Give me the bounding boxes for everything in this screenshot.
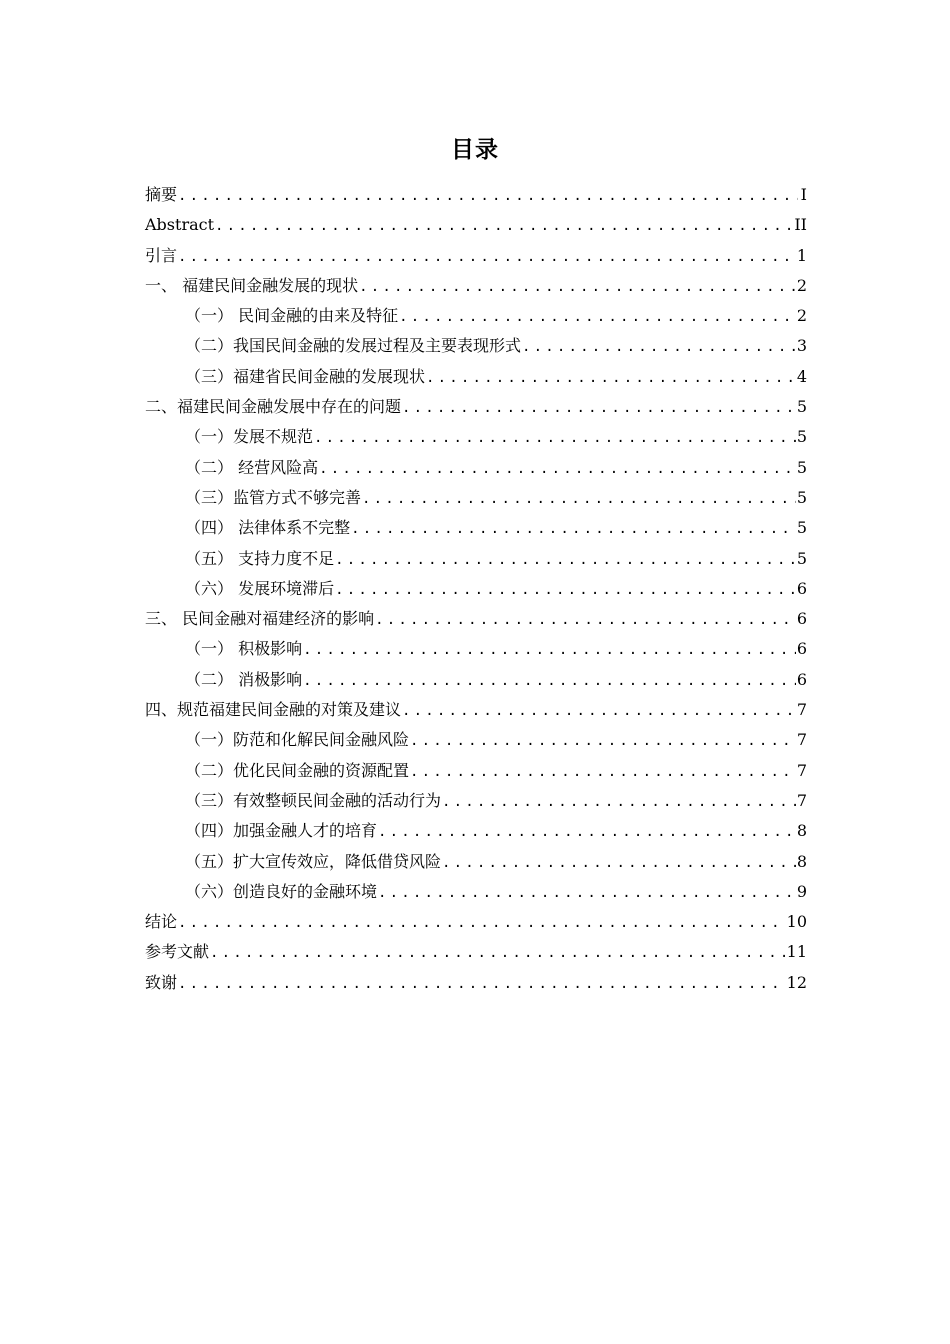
toc-entry-label: （二） 消极影响 [185, 669, 303, 689]
toc-dot-leader [335, 545, 796, 575]
toc-entry-label: （二）我国民间金融的发展过程及主要表现形式 [185, 336, 522, 356]
toc-entry-page-number: 1 [796, 245, 807, 265]
toc-entry[interactable] [145, 483, 807, 513]
toc-entry-page-number: 4 [796, 366, 807, 386]
toc-entry-label: （三）福建省民间金融的发展现状 [185, 366, 426, 386]
toc-entry[interactable] [145, 180, 807, 210]
toc-entry-page-number: 2 [796, 306, 807, 326]
toc-entry-page-number: 6 [796, 639, 807, 659]
toc-dot-leader [319, 454, 796, 484]
toc-entry-label: （一） 积极影响 [185, 639, 303, 659]
toc-entry-page-number: 6 [796, 669, 807, 689]
toc-dot-leader [210, 938, 786, 968]
toc-entry-label: （一）防范和化解民间金融风险 [185, 730, 410, 750]
toc-entry[interactable] [145, 665, 807, 695]
toc-entry[interactable] [145, 362, 807, 392]
toc-title: 目录 [451, 137, 499, 163]
toc-entry[interactable] [145, 392, 807, 422]
toc-entry-page-number: 9 [796, 881, 807, 901]
toc-entry-page-number: 10 [786, 912, 807, 932]
toc-dot-leader [178, 242, 796, 272]
toc-dot-leader [375, 605, 796, 635]
toc-entry[interactable] [145, 513, 807, 543]
toc-entry[interactable] [145, 634, 807, 664]
toc-entry-label: 结论 [145, 912, 178, 932]
toc-entry-page-number: II [794, 215, 807, 235]
toc-entry[interactable] [145, 968, 807, 998]
toc-entry-label: （一） 民间金融的由来及特征 [185, 306, 399, 326]
toc-dot-leader [378, 817, 796, 847]
toc-entry-label: （三）监管方式不够完善 [185, 487, 362, 507]
toc-entry-page-number: 5 [796, 457, 807, 477]
toc-entry[interactable] [145, 271, 807, 301]
toc-entry-label: 参考文献 [145, 942, 210, 962]
toc-entry[interactable] [145, 574, 807, 604]
toc-entry-page-number: 7 [796, 760, 807, 780]
toc-entry-page-number: 5 [796, 487, 807, 507]
toc-entry-page-number: 5 [796, 548, 807, 568]
toc-entry-label: （六） 发展环境滞后 [185, 578, 335, 598]
toc-dot-leader [378, 878, 796, 908]
toc-dot-leader [362, 484, 796, 514]
toc-entry-page-number: I [800, 185, 807, 204]
toc-entry[interactable] [145, 847, 807, 877]
toc-entry-label: （二） 经营风险高 [185, 457, 319, 477]
toc-entry-label: （二）优化民间金融的资源配置 [185, 760, 410, 780]
toc-entry[interactable] [145, 301, 807, 331]
toc-dot-leader [351, 514, 796, 544]
toc-entry[interactable] [145, 907, 807, 937]
toc-entry-label: 摘要 [145, 185, 178, 204]
toc-entry[interactable] [145, 756, 807, 786]
toc-dot-leader [335, 575, 796, 605]
toc-entry-label: Abstract [145, 215, 215, 235]
toc-dot-leader [215, 211, 793, 241]
toc-entry-label: 引言 [145, 245, 178, 265]
toc-entry-label: 三、 民间金融对福建经济的影响 [145, 609, 375, 629]
toc-entry[interactable] [145, 725, 807, 755]
toc-entry[interactable] [145, 604, 807, 634]
toc-dot-leader [442, 848, 796, 878]
toc-entry-page-number: 12 [786, 972, 807, 992]
toc-entry-label: （一）发展不规范 [185, 427, 314, 447]
toc-entry-page-number: 8 [796, 821, 807, 841]
toc-entry-label: 四、规范福建民间金融的对策及建议 [145, 700, 402, 720]
toc-dot-leader [314, 423, 796, 453]
toc-entry-label: （四）加强金融人才的培育 [185, 821, 378, 841]
toc-entry[interactable] [145, 210, 807, 240]
toc-dot-leader [442, 787, 796, 817]
toc-entry[interactable] [145, 331, 807, 361]
toc-dot-leader [178, 181, 798, 211]
toc-dot-leader [402, 696, 796, 726]
toc-dot-leader [178, 969, 786, 999]
toc-entry-page-number: 5 [796, 518, 807, 538]
toc-entry-label: 致谢 [145, 972, 178, 992]
toc-entry[interactable] [145, 695, 807, 725]
toc-entry-page-number: 7 [796, 700, 807, 720]
toc-entry-page-number: 6 [796, 578, 807, 598]
toc-entry[interactable] [145, 453, 807, 483]
toc-entry-label: （三）有效整顿民间金融的活动行为 [185, 790, 442, 810]
toc-entry-page-number: 11 [786, 942, 807, 962]
toc-dot-leader [359, 272, 796, 302]
toc-entry[interactable] [145, 422, 807, 452]
toc-dot-leader [522, 332, 796, 362]
toc-entry-label: （四） 法律体系不完整 [185, 518, 351, 538]
toc-entry-page-number: 7 [796, 730, 807, 750]
toc-entry-label: 一、 福建民间金融发展的现状 [145, 275, 359, 295]
toc-entry[interactable] [145, 937, 807, 967]
toc-dot-leader [303, 635, 796, 665]
toc-entry-label: （五）扩大宣传效应，降低借贷风险 [185, 851, 442, 871]
toc-entry[interactable] [145, 786, 807, 816]
toc-entry-page-number: 2 [796, 275, 807, 295]
toc-entry[interactable] [145, 241, 807, 271]
toc-entry-page-number: 5 [796, 427, 807, 447]
toc-dot-leader [178, 908, 786, 938]
toc-entry-page-number: 6 [796, 609, 807, 629]
toc-entry[interactable] [145, 544, 807, 574]
toc-dot-leader [410, 757, 796, 787]
toc-entry[interactable] [145, 816, 807, 846]
toc-entry[interactable] [145, 877, 807, 907]
toc-dot-leader [399, 302, 796, 332]
toc-entry-page-number: 3 [796, 336, 807, 356]
toc-dot-leader [402, 393, 796, 423]
toc-entry-page-number: 7 [796, 790, 807, 810]
toc-dot-leader [303, 666, 796, 696]
toc-entry-page-number: 8 [796, 851, 807, 871]
toc-entry-page-number: 5 [796, 397, 807, 417]
toc-entry-label: （五） 支持力度不足 [185, 548, 335, 568]
toc-entry-label: （六）创造良好的金融环境 [185, 881, 378, 901]
toc-entry-label: 二、福建民间金融发展中存在的问题 [145, 397, 402, 417]
toc-dot-leader [426, 363, 796, 393]
toc-dot-leader [410, 726, 796, 756]
toc-list [145, 180, 807, 998]
